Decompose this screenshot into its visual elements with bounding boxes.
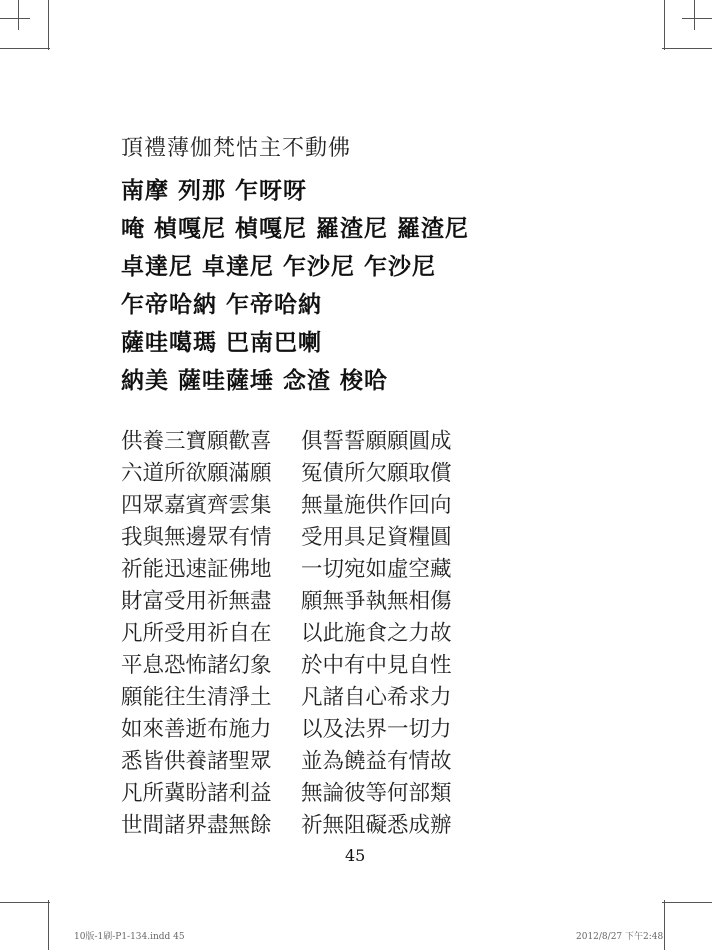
mantra-line-3: 卓達尼 卓達尼 乍沙尼 乍沙尼 <box>121 253 437 280</box>
crop-mark-top-right-v <box>664 0 665 50</box>
verse-right: 以此施食之力故 <box>301 621 452 646</box>
verse-left: 平息恐怖諸幻象 <box>121 653 272 678</box>
verse-row <box>121 776 452 807</box>
crop-mark-top-right-h2 <box>682 18 712 19</box>
verse-row <box>121 424 452 455</box>
crop-mark-top-left-v <box>48 0 49 50</box>
mantra-line-2: 唵 楨嘎尼 楨嘎尼 羅渣尼 羅渣尼 <box>121 215 470 242</box>
crop-mark-top-left-v2 <box>18 0 19 30</box>
crop-mark-top-left-h <box>0 48 50 49</box>
verse-right: 一切宛如虛空藏 <box>301 557 452 582</box>
verse-row <box>121 648 452 679</box>
verse-left: 世間諸界盡無餘 <box>121 813 272 838</box>
page-number: 45 <box>345 846 366 865</box>
verse-row <box>121 680 452 711</box>
verse-row <box>121 616 452 647</box>
verse-left: 祈能迅速証佛地 <box>121 557 272 582</box>
verse-right: 願無爭執無相傷 <box>301 589 452 614</box>
verse-left: 供養三寶願歡喜 <box>121 429 272 454</box>
verse-row <box>121 520 452 551</box>
mantra-line-5: 薩哇噶瑪 巴南巴喇 <box>121 329 323 356</box>
verse-right: 無量施供作回向 <box>301 493 452 518</box>
verse-right: 祈無阻礙悉成辦 <box>301 813 452 838</box>
verse-left: 財富受用祈無盡 <box>121 589 272 614</box>
crop-mark-bottom-left-h <box>0 902 50 903</box>
verse-left: 六道所欲願滿願 <box>121 461 272 486</box>
verse-left: 願能往生清淨土 <box>121 685 272 710</box>
verse-right: 於中有中見自性 <box>301 653 452 678</box>
verse-right: 以及法界一切力 <box>301 717 452 742</box>
footer-file-info: 10版-1刷-P1-134.indd 45 <box>74 932 185 942</box>
crop-mark-top-right-v2 <box>694 0 695 30</box>
verse-row <box>121 456 452 487</box>
mantra-line-1: 南摩 列那 乍呀呀 <box>121 177 308 204</box>
verse-left: 四眾嘉賓齊雲集 <box>121 493 272 518</box>
crop-mark-bottom-left-v <box>48 900 49 950</box>
verse-row <box>121 488 452 519</box>
verse-right: 受用具足資糧圓 <box>301 525 452 550</box>
crop-mark-bottom-right-v <box>664 900 665 950</box>
verse-left: 如來善逝布施力 <box>121 717 272 742</box>
verse-row <box>121 712 452 743</box>
page-title: 頂禮薄伽梵怙主不動佛 <box>121 136 352 161</box>
verse-right: 俱誓誓願願圓成 <box>301 429 452 454</box>
verse-left: 悉皆供養諸聖眾 <box>121 749 272 774</box>
mantra-line-6: 納美 薩哇薩埵 念渣 梭哈 <box>121 367 389 394</box>
crop-mark-top-right-h <box>662 48 712 49</box>
verse-right: 並為饒益有情故 <box>301 749 452 774</box>
mantra-line-4: 乍帝哈納 乍帝哈納 <box>121 291 323 318</box>
crop-mark-top-left-h2 <box>0 18 30 19</box>
verse-left: 我與無邊眾有情 <box>121 525 272 550</box>
crop-mark-bottom-right-h <box>662 902 712 903</box>
verse-row <box>121 808 452 839</box>
verse-left: 凡所冀盼諸利益 <box>121 781 272 806</box>
verse-left: 凡所受用祈自在 <box>121 621 272 646</box>
verse-right: 無論彼等何部類 <box>301 781 452 806</box>
verse-row <box>121 744 452 775</box>
footer-timestamp: 2012/8/27 下午2:48 <box>576 932 664 942</box>
verse-row <box>121 584 452 615</box>
verse-right: 凡諸自心希求力 <box>301 685 452 710</box>
verse-row <box>121 552 452 583</box>
verse-right: 冤債所欠願取償 <box>301 461 452 486</box>
